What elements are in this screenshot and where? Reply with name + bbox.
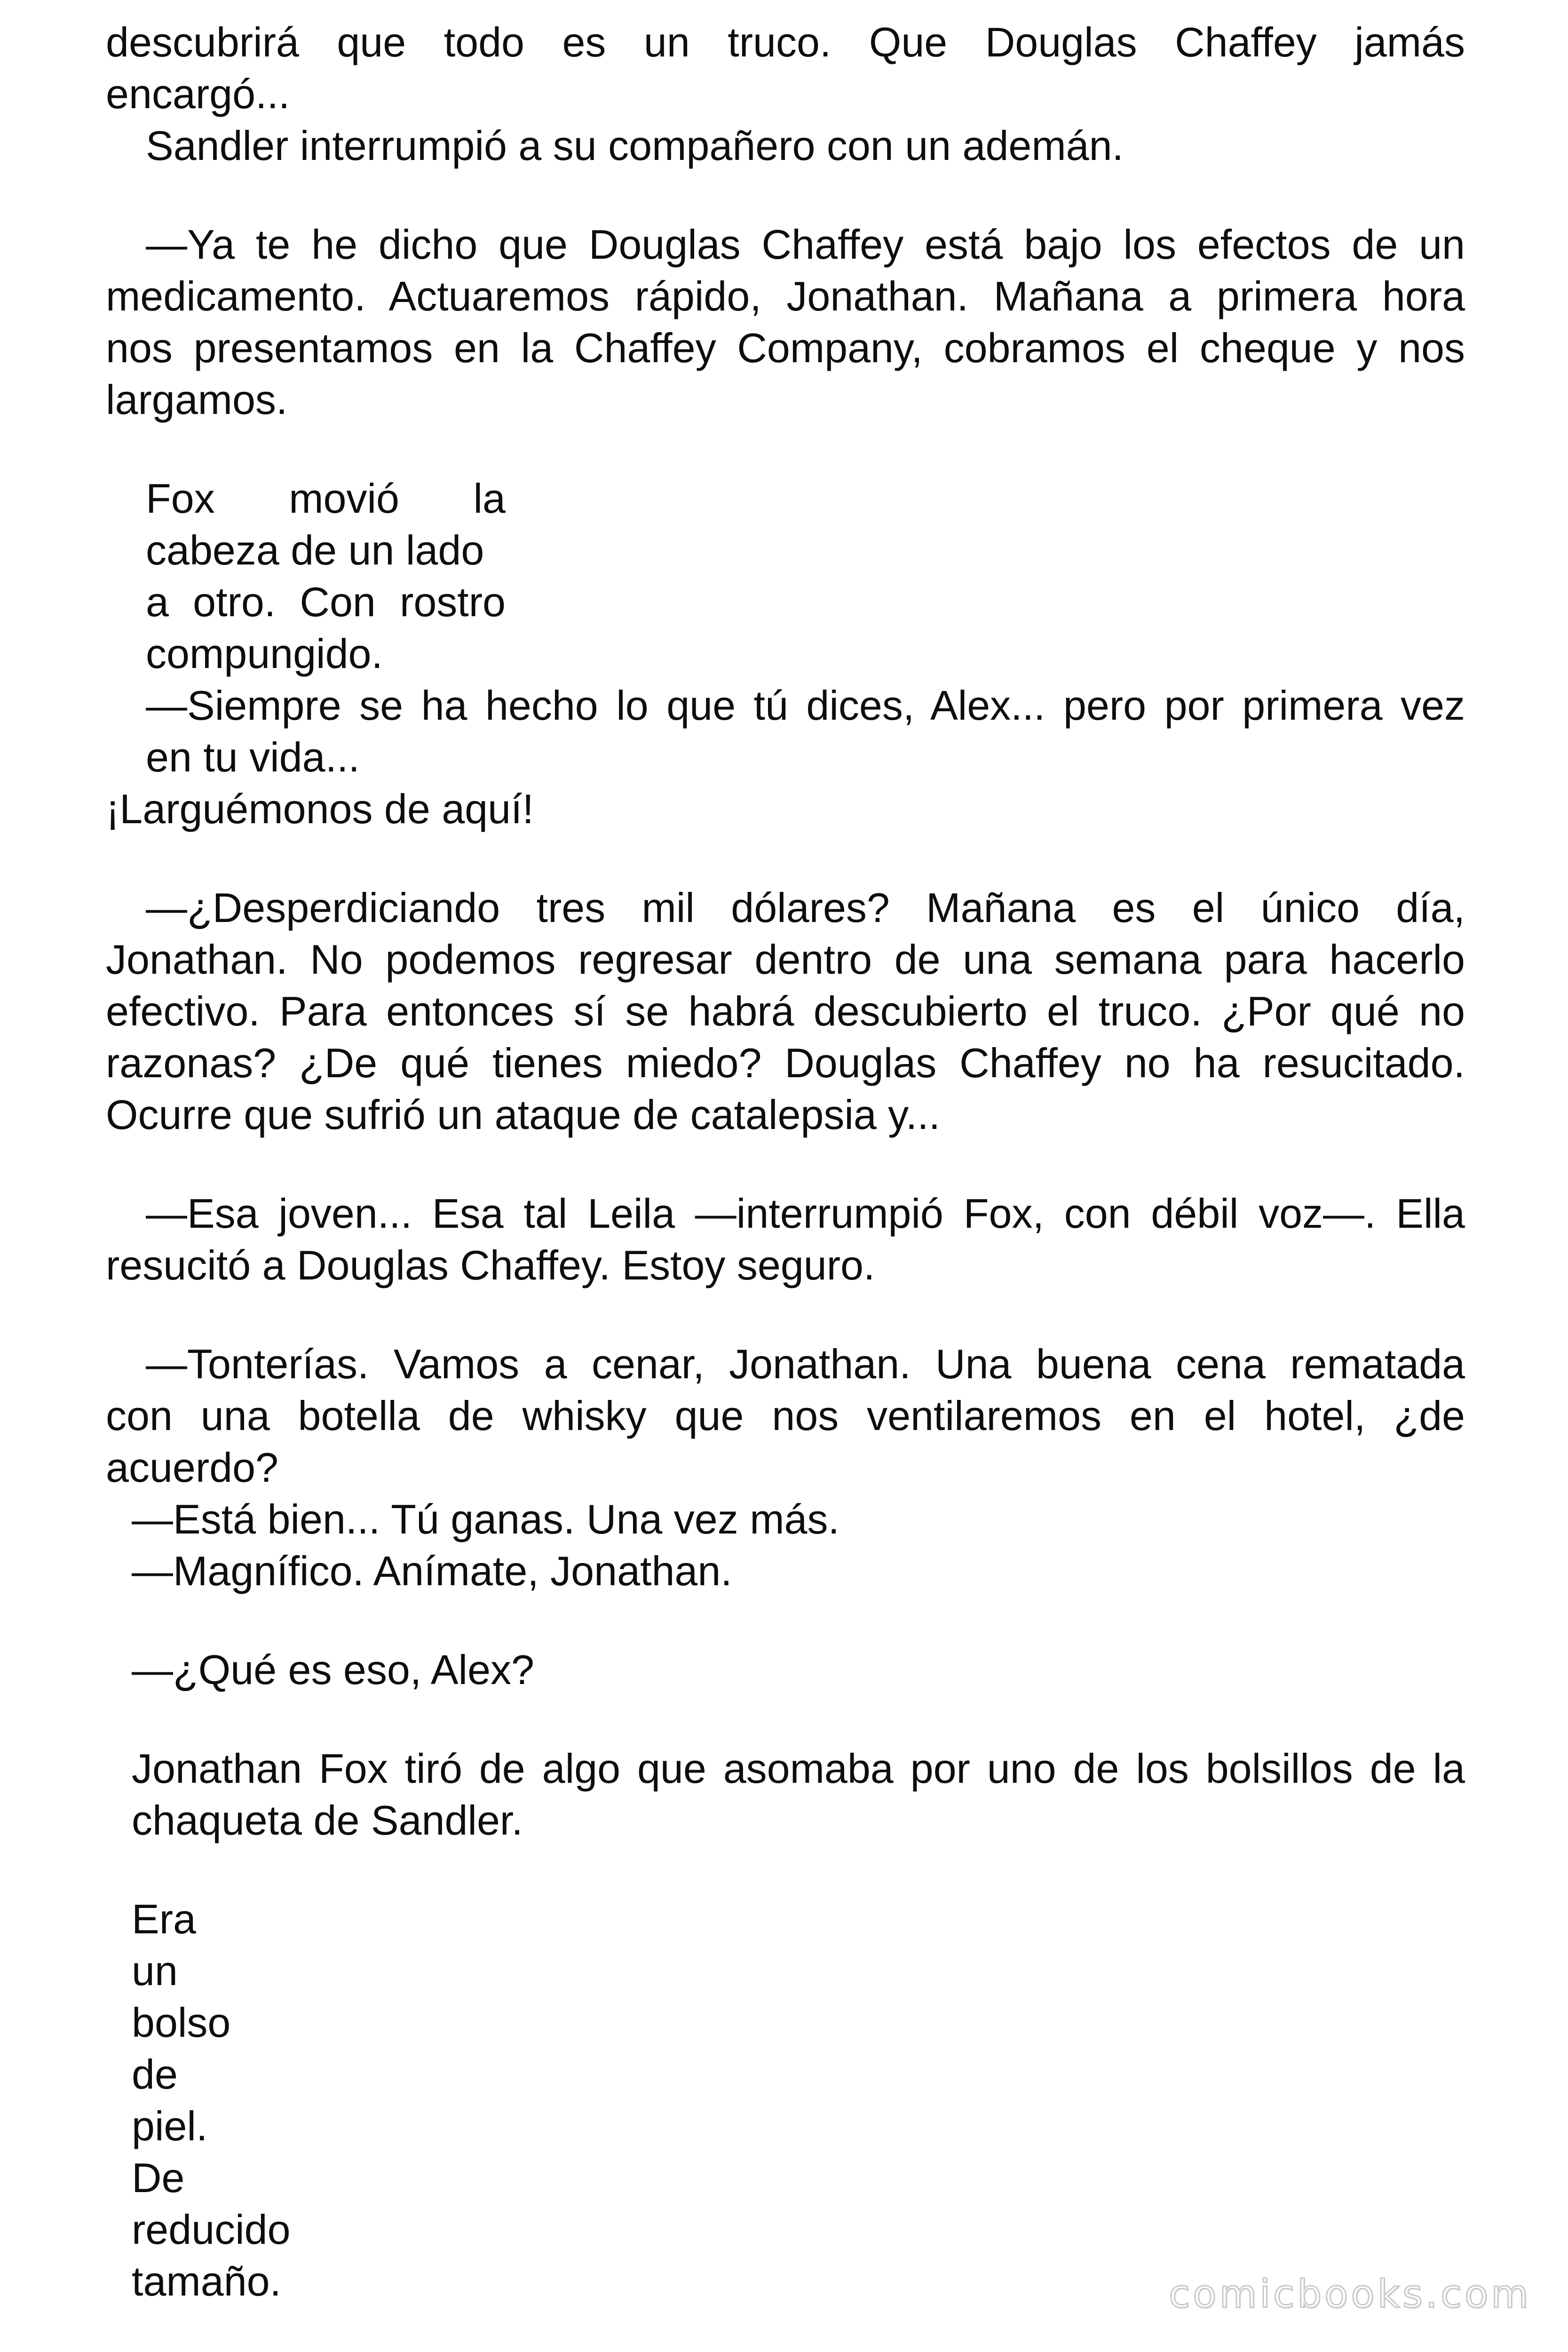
text-line: a otro. Con rostro <box>146 579 506 625</box>
text-line: bolso <box>132 1999 231 2046</box>
text-line: en tu vida... <box>146 734 360 780</box>
text-line: resucitó a Douglas Chaffey. Estoy seguro. <box>106 1242 875 1288</box>
text-line: ¡Larguémonos de aquí! <box>106 786 534 832</box>
text-line: descubrirá que todo es un truco. Que Douglas Chaffey jamás <box>106 19 1465 65</box>
text-line: Ocurre que sufrió un ataque de catalepsia y... <box>106 1091 941 1138</box>
text-line: chaqueta de Sandler. <box>132 1797 523 1843</box>
text-line: largamos. <box>106 376 288 423</box>
text-line: reducido <box>132 2206 291 2253</box>
text-line: encargó... <box>106 71 290 117</box>
watermark: comicbooks.com <box>1169 2272 1531 2317</box>
text-line: cabeza de un lado <box>146 527 484 573</box>
text-line: de <box>132 2051 178 2098</box>
text-line: nos presentamos en la Chaffey Company, cobramos el cheque y nos <box>106 325 1465 371</box>
text-line: Jonathan. No podemos regresar dentro de una semana para hacerlo <box>106 936 1465 983</box>
text-line: razonas? ¿De qué tienes miedo? Douglas Chaffey no ha resucitado. <box>106 1040 1465 1086</box>
text-line: acuerdo? <box>106 1444 278 1491</box>
text-line: efectivo. Para entonces sí se habrá descubierto el truco. ¿Por qué no <box>106 988 1465 1034</box>
text-line: Sandler interrumpió a su compañero con un ademán. <box>146 122 1124 169</box>
text-line: con una botella de whisky que nos ventilaremos en el hotel, ¿de <box>106 1392 1465 1439</box>
text-line: —¿Qué es eso, Alex? <box>132 1646 534 1693</box>
text-line: —Siempre se ha hecho lo que tú dices, Alex... pero por primera vez <box>146 682 1465 729</box>
text-line: —¿Desperdiciando tres mil dólares? Mañana es el único día, <box>146 884 1465 931</box>
text-line: medicamento. Actuaremos rápido, Jonathan. Mañana a primera hora <box>106 273 1465 319</box>
text-line: —Ya te he dicho que Douglas Chaffey está bajo los efectos de un <box>146 221 1465 268</box>
text-line: Era <box>132 1896 196 1942</box>
text-line: De <box>132 2154 185 2201</box>
text-line: Jonathan Fox tiró de algo que asomaba por uno de los bolsillos de la <box>132 1745 1465 1792</box>
text-line: un <box>132 1947 178 1994</box>
text-line: —Magnífico. Anímate, Jonathan. <box>132 1548 732 1594</box>
text-line: —Esa joven... Esa tal Leila —interrumpió Fox, con débil voz—. Ella <box>146 1190 1465 1237</box>
text-line: —Está bien... Tú ganas. Una vez más. <box>132 1496 839 1542</box>
text-line: tamaño. <box>132 2258 281 2304</box>
text-line: —Tonterías. Vamos a cenar, Jonathan. Una buena cena rematada <box>146 1341 1465 1387</box>
text-line: piel. <box>132 2103 208 2149</box>
text-line: compungido. <box>146 630 383 677</box>
text-line: Fox movió la <box>146 475 506 522</box>
